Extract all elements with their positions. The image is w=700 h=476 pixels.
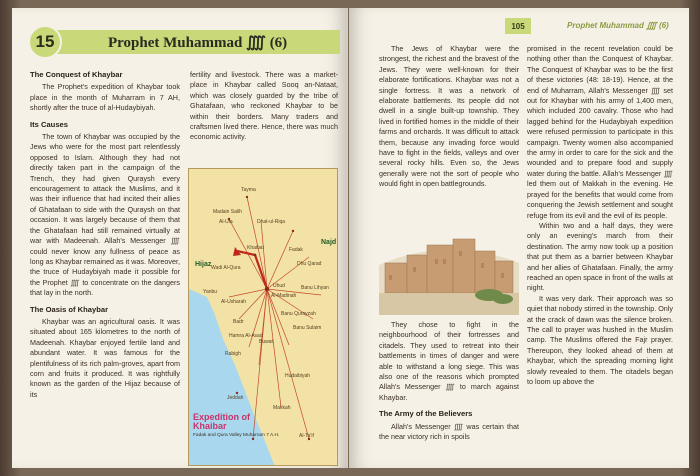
right-page (349, 8, 689, 468)
chapter-number-badge: 15 (28, 25, 62, 59)
map-label: Fadak (289, 247, 303, 253)
map-label: Wadi Al-Qura (211, 265, 241, 271)
map-label: Al-Ula (219, 219, 233, 225)
map-label: Hamra Al-Asad (229, 333, 263, 339)
page-number: 105 (505, 18, 531, 34)
right-column-2 (527, 44, 673, 387)
map-label: Banu Lihyan (301, 285, 329, 291)
paragraph: Within two and a half days, they were only an evening's march from their destination. The army now took up a position that put them as a barrier between Khaybar and her allies of Ghatafaan. Finally, the army reached an open space in front of the walls at night. (527, 220, 673, 293)
red-sea (189, 289, 275, 466)
heading-oasis: The Oasis of Khaybar (30, 304, 109, 314)
map-caption-subtitle: Fadak and Qura Valley Muharram 7 A.H. (193, 433, 280, 438)
main-route (237, 251, 267, 289)
map-label: Al-Madinah (271, 293, 297, 299)
map-label: Al-Ta'if (299, 433, 314, 439)
paragraph: The town of Khaybar was occupied by the Jews who were for the most part relentlessly opposed to Islam. Although they had not directly taken part in the campaign of the Trench, they had given Quraysh every encouragement to attack the Muslims, and it was their influence that had incited their allies of Ghatafaan to side with the Quraysh on that occasion. It was largely because of them that the Ghatafaan had still remained virtually at war with Madeenah. Allah's Messenger ⨌ could never know any fullness of peace as long as Khaybar remained as it was. Moreover, the truce of Hudaybiyah made it possible for the Prophet ⨌ to concentrate on the dangers that lay in the north. (30, 132, 180, 298)
map-label: Al-Usharah (221, 299, 247, 305)
chapter-title: Prophet Muhammad ⨌ (6) (108, 35, 288, 51)
map-label: Yanbu (203, 289, 218, 295)
map-label: Makkah (273, 405, 291, 411)
right-column-1-lower (379, 320, 519, 442)
map-label: Hijaz (195, 261, 212, 268)
paragraph: The Jews of Khaybar were the strongest, the richest and the bravest of the Jews. They were well-known for their elaborate fortifications. Khaybar was not a single fortress. It was a network of elaborate battlements. Its people did not dwell in a single built-up township. They lived in fortified homes in the middle of their farms and orchards. It was difficult to attack them, because any invading force would have to fight in the fields, valleys and over several rocky hills. Even so, the Jews generally were not the sort of people who would fight in open battlegrounds. (379, 44, 519, 189)
paragraph: The Prophet's expedition of Khaybar took place in the month of Muharram in 7 AH, shortly after the truce of al-Hudaybiyah. (30, 82, 180, 113)
paragraph: They chose to fight in the neighbourhood of their fortresses and citadels. They used to retreat into their battlements in times of danger and were able to withstand a long siege. This was also one of the reasons which prompted Allah's Messenger ⨌ to march against Khaybar. (379, 320, 519, 402)
paragraph: It was very dark. Their approach was so quiet that nobody stirred in the township. Only at the crack of dawn was the silence broken. The call to prayer was hushed in the Muslim camp. The Muslims offered the Fajr prayer. Thereupon, they looked ahead of them at Khaybar, which the spreading morning light slowly revealed to them. The citadels began to loom up above the (527, 293, 673, 386)
heading-conquest: The Conquest of Khaybar (30, 70, 123, 79)
paragraph: fertility and livestock. There was a market-place in Khaybar called Sooq an-Nataat, which was closely guarded by the tribe of Ghatafaan, who reckoned Khaybar to be within their borders. Many traders and craftsmen lived there. Hence, there was much economic activity. (190, 70, 338, 142)
map-label: Rabigh (225, 351, 241, 357)
khaybar-fortress-illustration (379, 215, 519, 315)
map-caption-title: Expedition of Khaibar (193, 412, 250, 431)
left-column-1 (30, 70, 180, 400)
map-label: Badr (233, 319, 244, 325)
left-column-2 (190, 70, 338, 143)
heading-causes: Its Causes (30, 119, 68, 129)
expedition-map (188, 168, 338, 466)
running-title: Prophet Muhammad ⨌ (6) (567, 21, 669, 30)
left-page (12, 8, 348, 468)
paragraph: Allah's Messenger ⨌ was certain that the near victory rich in spoils (379, 421, 519, 442)
heading-army: The Army of the Believers (379, 409, 473, 419)
map-label: Hudaibiyah (285, 373, 311, 379)
map-label: Dhu Qarad (297, 261, 322, 267)
map-label: Uhud (273, 283, 285, 289)
map-label: Madain Salih (213, 209, 242, 215)
paragraph: promised in the recent revelation could be nothing other than the Conquest of Khaybar. The Conquest of Khaybar was to be the first of these victories (48: 18-19). Hence, at the end of Muharram, Allah's Messenger ⨌ set out for Khaybar with his army of 1,400 men, which included 200 cavalry. Those who had lagged behind for the Hudaybiyah expedition were refused permission to participate in this campaign. Twenty women also accompanied the army in order to care for the sick and the wounded and to prepare food and supply water during the battle. Allah's Messenger ⨌ led them out of Makkah in the evening. He prayed for the benefits that would come from conquering the Jewish settlement and sought refuge from its evil and the evil of its people. (527, 44, 673, 220)
map-label: Banu Qurayzah (281, 311, 316, 317)
map-label: Najd (321, 239, 337, 246)
map-label: Banu Sulaim (293, 325, 322, 331)
map-label: Khaibar (247, 245, 265, 251)
map-label: Tayma (241, 187, 256, 193)
map-caption (193, 413, 283, 439)
map-label: Jeddah (227, 395, 244, 401)
map-label: Buwat (259, 339, 273, 345)
map-label: Dhat-ul-Riqa (257, 219, 286, 225)
right-column-1 (379, 44, 519, 190)
paragraph: Khaybar was an agricultural oasis. It was situated about 165 kilometres to the north of Madeenah. Khaybar enjoyed fertile land and abundant water. It was famous for the plentifulness of its rich palm-groves, apart from corn and fruits it produced. It was rightfully known as the garden of the Hijaz because of its (30, 316, 180, 399)
